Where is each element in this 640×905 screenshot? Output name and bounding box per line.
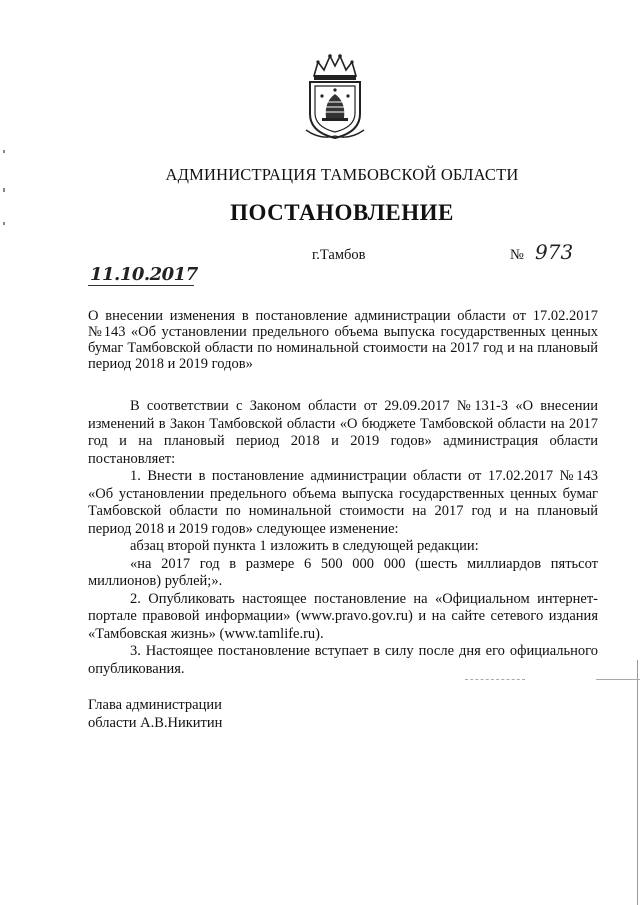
organization-title: АДМИНИСТРАЦИЯ ТАМБОВСКОЙ ОБЛАСТИ [165, 165, 519, 184]
scan-artifact [3, 150, 5, 153]
document-number-label: № [510, 247, 524, 263]
document-city: г.Тамбов [312, 247, 366, 263]
date-underline [88, 285, 194, 286]
body-item-2: 2. Опубликовать настоящее постановление на «Официальном интернет-портале правовой информации» (www.pravo.gov.ru) и на сайте сетевого издания «Тамбовская жизнь» (www.tamlife.ru). [88, 590, 598, 642]
scan-artifact [3, 188, 5, 192]
signature-line-2: области А.В.Никитин [88, 715, 223, 731]
body-preamble: В соответствии с Законом области от 29.09.2017 №131-З «О внесении изменений в Закон Тамбовской области «О бюджете Тамбовской области на 2017 год и на плановый период 2018 и 2019 годов» администрация области постановляет: [88, 398, 598, 467]
tambov-coat-of-arms-icon [300, 52, 370, 140]
body-item-1-sub-2: «на 2017 год в размере 6 500 000 000 (шесть миллиардов пятьсот миллионов) рублей;». [88, 555, 598, 589]
scan-line-artifact [596, 679, 640, 680]
signature-line-1: Глава администрации [88, 697, 222, 713]
signature-block [88, 696, 222, 732]
document-type-title: ПОСТАНОВЛЕНИЕ [230, 200, 454, 225]
scan-dash-artifact [465, 679, 525, 680]
document-body [88, 398, 598, 678]
body-item-3: 3. Настоящее постановление вступает в силу после дня его официального опубликования. [88, 643, 598, 677]
body-item-1: 1. Внести в постановление администрации области от 17.02.2017 №143 «Об установлении предельного объема выпуска государственных ценных бумаг Тамбовской области по номинальной стоимости на 2017 год и на плановый период 2018 и 2019 годов» следующее изменение: [88, 468, 598, 537]
body-item-1-sub-1: абзац второй пункта 1 изложить в следующей редакции: [130, 538, 479, 554]
document-number-handwritten: 973 [535, 240, 574, 264]
document-date-handwritten: 11.10.2017 [90, 264, 198, 285]
scan-edge [637, 660, 638, 905]
document-subject: О внесении изменения в постановление администрации области от 17.02.2017 №143 «Об установлении предельного объема выпуска государственных ценных бумаг Тамбовской области по номинальной стоимости на 2017 год и на плановый период 2018 и 2019 годов» [88, 308, 598, 372]
